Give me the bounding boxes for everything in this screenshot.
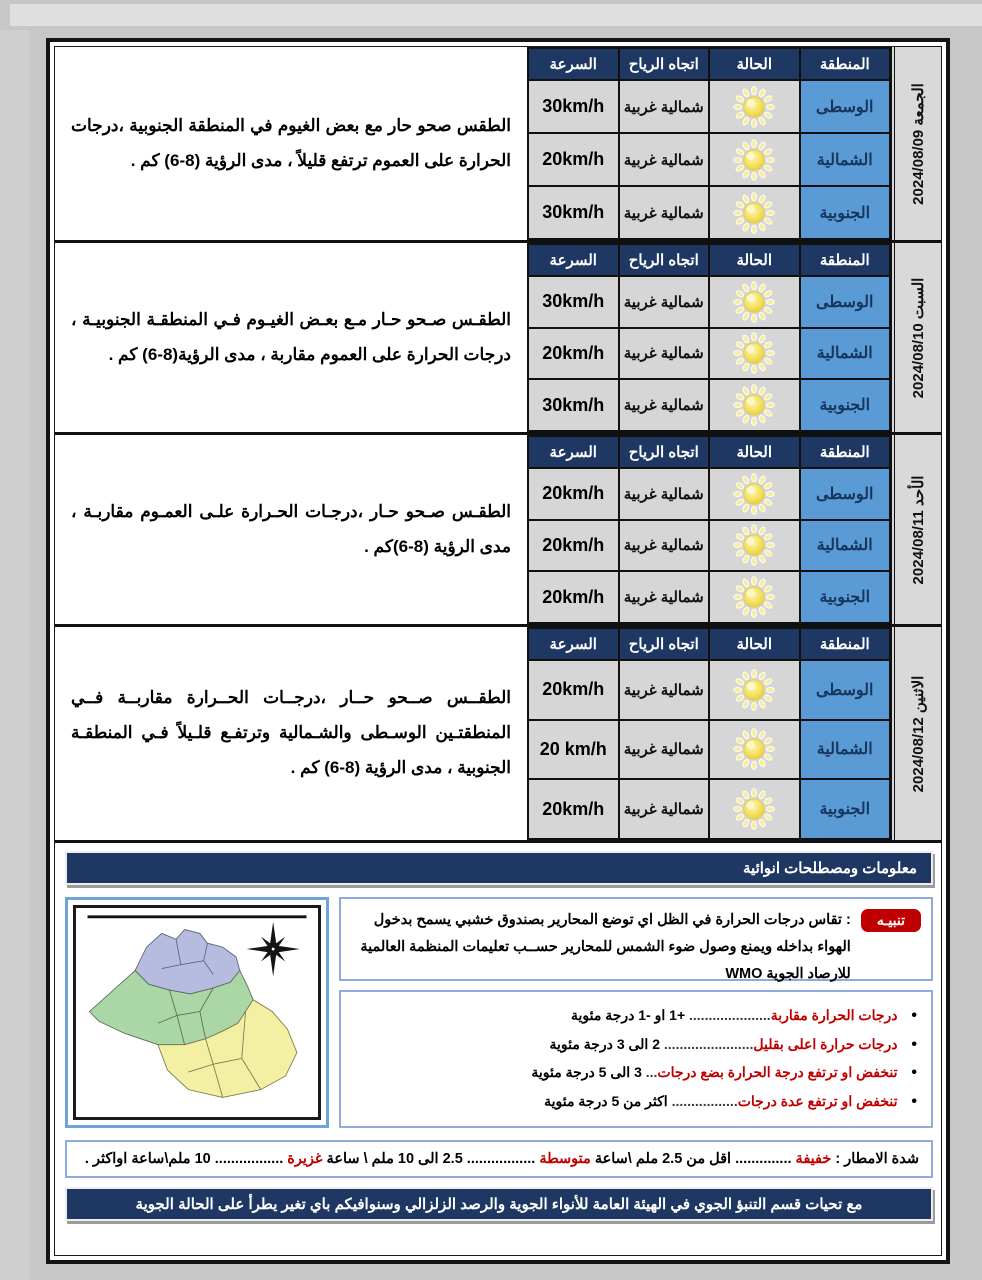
document-frame: [46, 38, 950, 1264]
forecast-table-wrap: [527, 435, 891, 624]
region-header: المنطقة: [800, 48, 891, 80]
day-label: الجمعة 2024/08/09: [910, 82, 927, 205]
wind-cell: شمالية غربية: [619, 571, 710, 623]
region-cell: الجنوبية: [800, 186, 891, 239]
wind-cell: شمالية غربية: [619, 520, 710, 572]
rain-medium-text: ................. 2.5 الى 10 ملم \ ساعة: [326, 1151, 536, 1167]
note-value: 3 الى 5 درجة مئوية: [531, 1064, 642, 1081]
forecast-description: [55, 47, 527, 240]
rain-intensity-bar: [65, 1140, 933, 1178]
forecast-description-text: الطقـس صـحو حـار ،درجـات الحـرارة علـى العمـوم مقاربـة ، مدى الرؤية (8-6)كم .: [71, 501, 511, 556]
note-dots: .....................: [689, 1006, 771, 1023]
region-cell: الجنوبية: [800, 779, 891, 839]
sun-icon: [731, 522, 777, 568]
day-column: [891, 435, 941, 624]
day-column: [891, 243, 941, 432]
condition-cell: [709, 276, 800, 328]
note-row: [355, 1064, 917, 1082]
speed-cell: 20km/h: [528, 468, 619, 520]
speed-cell: 20 km/h: [528, 720, 619, 780]
forecast-table-wrap: [527, 243, 891, 432]
wind-cell: شمالية غربية: [619, 80, 710, 133]
notice-badge: تنبيـه: [861, 909, 921, 932]
bullet-icon: •: [911, 1006, 917, 1024]
sun-icon: [731, 330, 777, 376]
speed-header: السرعة: [528, 628, 619, 660]
speed-header: السرعة: [528, 436, 619, 468]
forecast-description-text: الطقــس صــحو حــار ،درجــات الحــرارة مقاربــة فــي المنطقتـين الوسـطى والشـمالية وترتفـع قلـيلاً فـي المنطقـة الجنوبية ، مدى الرؤية (8-6) كم .: [71, 688, 511, 777]
page-left-strip: [0, 30, 30, 1280]
table-row: [528, 80, 890, 133]
sun-icon: [731, 786, 777, 832]
region-cell: الشمالية: [800, 720, 891, 780]
rain-label: شدة الامطار :: [835, 1151, 919, 1167]
sun-icon: [731, 279, 777, 325]
notice-box: [339, 897, 933, 981]
wind-cell: شمالية غربية: [619, 660, 710, 720]
rain-light-term: خفيفة: [795, 1151, 832, 1167]
sun-icon: [731, 726, 777, 772]
note-term: درجات الحرارة مقاربة: [770, 1006, 898, 1023]
day-column: [891, 47, 941, 240]
region-cell: الشمالية: [800, 133, 891, 186]
table-row: [528, 468, 890, 520]
note-dots: ...: [645, 1064, 658, 1081]
note-row: [355, 1093, 917, 1111]
wind-cell: شمالية غربية: [619, 379, 710, 431]
region-header: المنطقة: [800, 244, 891, 276]
sun-icon: [731, 667, 777, 713]
condition-header: الحالة: [709, 436, 800, 468]
table-row: [528, 186, 890, 239]
speed-cell: 20km/h: [528, 571, 619, 623]
rain-heavy-text: ................. 10 ملم\ساعة اواكثر .: [84, 1151, 284, 1167]
forecast-description: [55, 627, 527, 840]
condition-cell: [709, 660, 800, 720]
forecast-description-text: الطقـس صـحو حـار مـع بعـض الغيـوم فـي المنطقـة الجنوبيـة ، درجات الحرارة على العموم مقاربة ، مدى الرؤية(8-6) كم .: [71, 309, 511, 364]
bullet-icon: •: [911, 1064, 917, 1082]
forecast-section-monday: [55, 627, 941, 843]
note-term: تنخفض او ترتفع عدة درجات: [737, 1093, 898, 1110]
sun-icon: [731, 190, 777, 236]
condition-cell: [709, 468, 800, 520]
table-row: [528, 660, 890, 720]
day-label: السبت 2024/08/10: [910, 277, 927, 398]
wind-cell: شمالية غربية: [619, 328, 710, 380]
speed-header: السرعة: [528, 244, 619, 276]
note-value: +1 او -1 درجة مئوية: [570, 1006, 686, 1023]
table-row: [528, 276, 890, 328]
bullet-icon: •: [911, 1093, 917, 1111]
wind-cell: شمالية غربية: [619, 720, 710, 780]
table-row: [528, 720, 890, 780]
condition-header: الحالة: [709, 244, 800, 276]
info-terms-bar: معلومات ومصطلحات انوائية: [65, 851, 933, 885]
wind-cell: شمالية غربية: [619, 133, 710, 186]
note-term: تنخفض او ترتفع درجة الحرارة بضع درجات: [657, 1064, 898, 1081]
condition-cell: [709, 571, 800, 623]
iraq-map: [78, 910, 316, 1115]
wind-cell: شمالية غربية: [619, 276, 710, 328]
note-dots: .................: [671, 1093, 738, 1110]
notes-column: [339, 897, 933, 1128]
rain-medium-term: متوسطة: [539, 1151, 591, 1167]
condition-cell: [709, 186, 800, 239]
day-label: الأحد 2024/08/11: [910, 475, 927, 584]
forecast-description-text: الطقس صحو حار مع بعض الغيوم في المنطقة الجنوبية ،درجات الحرارة على العموم ترتفع قليلاً ، مدى الرؤية (8-6) كم .: [71, 115, 511, 170]
sun-icon: [731, 471, 777, 517]
speed-cell: 30km/h: [528, 276, 619, 328]
speed-cell: 20km/h: [528, 779, 619, 839]
condition-cell: [709, 328, 800, 380]
speed-cell: 20km/h: [528, 328, 619, 380]
compass-rose-icon: [247, 922, 300, 977]
region-cell: الوسطى: [800, 660, 891, 720]
speed-cell: 30km/h: [528, 379, 619, 431]
region-cell: الجنوبية: [800, 571, 891, 623]
forecast-table: [527, 627, 891, 840]
wind-cell: شمالية غربية: [619, 186, 710, 239]
speed-header: السرعة: [528, 48, 619, 80]
condition-header: الحالة: [709, 48, 800, 80]
speed-cell: 20km/h: [528, 660, 619, 720]
table-row: [528, 520, 890, 572]
region-cell: الشمالية: [800, 328, 891, 380]
region-cell: الشمالية: [800, 520, 891, 572]
condition-cell: [709, 779, 800, 839]
document-inner: [54, 46, 942, 1256]
forecast-table-wrap: [527, 627, 891, 840]
notice-text: : تقاس درجات الحرارة في الظل اي توضع المحارير بصندوق خشبي يسمح بدخول الهواء بداخله ويمنع وصول ضوء الشمس للمحارير حســب تعليمات المنظمة العالمية للارصاد الجوية WMO: [360, 912, 851, 982]
condition-cell: [709, 379, 800, 431]
forecast-section-sunday: [55, 435, 941, 627]
sun-icon: [731, 137, 777, 183]
table-row: [528, 779, 890, 839]
table-row: [528, 328, 890, 380]
sun-icon: [731, 382, 777, 428]
forecast-table-wrap: [527, 47, 891, 240]
table-row: [528, 379, 890, 431]
terminology-notes-box: [339, 990, 933, 1128]
region-cell: الوسطى: [800, 80, 891, 133]
wind-header: اتجاه الرياح: [619, 436, 710, 468]
table-row: [528, 133, 890, 186]
region-cell: الجنوبية: [800, 379, 891, 431]
speed-cell: 20km/h: [528, 520, 619, 572]
note-value: 2 الى 3 درجة مئوية: [549, 1035, 661, 1052]
sun-icon: [731, 84, 777, 130]
footer-bar: مع تحيات قسم التنبؤ الجوي في الهيئة العامة للأنواء الجوية والرصد الزلزالي وسنوافيكم باي تغير يطرأ على الحالة الجوية: [65, 1187, 933, 1221]
forecast-description: [55, 243, 527, 432]
note-value: اكثر من 5 درجة مئوية: [544, 1093, 668, 1110]
page-top-strip: [10, 4, 982, 26]
forecast-description: [55, 435, 527, 624]
forecast-table: [527, 243, 891, 432]
note-term: درجات حرارة اعلى بقليل: [753, 1035, 898, 1052]
speed-cell: 30km/h: [528, 80, 619, 133]
condition-cell: [709, 133, 800, 186]
rain-light-text: .............. اقل من 2.5 ملم \ساعة: [594, 1151, 792, 1167]
condition-cell: [709, 720, 800, 780]
forecast-section-saturday: [55, 243, 941, 435]
region-header: المنطقة: [800, 628, 891, 660]
wind-header: اتجاه الرياح: [619, 48, 710, 80]
condition-cell: [709, 80, 800, 133]
iraq-map-frame: [73, 905, 321, 1120]
forecast-table: [527, 47, 891, 240]
bullet-icon: •: [911, 1035, 917, 1053]
forecast-table: [527, 435, 891, 624]
region-cell: الوسطى: [800, 468, 891, 520]
wind-cell: شمالية غربية: [619, 779, 710, 839]
rain-heavy-term: غزيرة: [287, 1151, 323, 1167]
wind-header: اتجاه الرياح: [619, 244, 710, 276]
lower-content-row: [65, 897, 933, 1128]
speed-cell: 20km/h: [528, 133, 619, 186]
forecast-section-friday: [55, 47, 941, 243]
iraq-map-box: [65, 897, 329, 1128]
table-row: [528, 571, 890, 623]
condition-cell: [709, 520, 800, 572]
note-row: [355, 1007, 917, 1025]
sun-icon: [731, 574, 777, 620]
region-cell: الوسطى: [800, 276, 891, 328]
wind-cell: شمالية غربية: [619, 468, 710, 520]
note-row: [355, 1036, 917, 1054]
speed-cell: 30km/h: [528, 186, 619, 239]
wind-header: اتجاه الرياح: [619, 628, 710, 660]
day-label: الاثنين 2024/08/12: [910, 675, 927, 792]
note-dots: .......................: [663, 1035, 754, 1052]
day-column: [891, 627, 941, 840]
region-header: المنطقة: [800, 436, 891, 468]
condition-header: الحالة: [709, 628, 800, 660]
